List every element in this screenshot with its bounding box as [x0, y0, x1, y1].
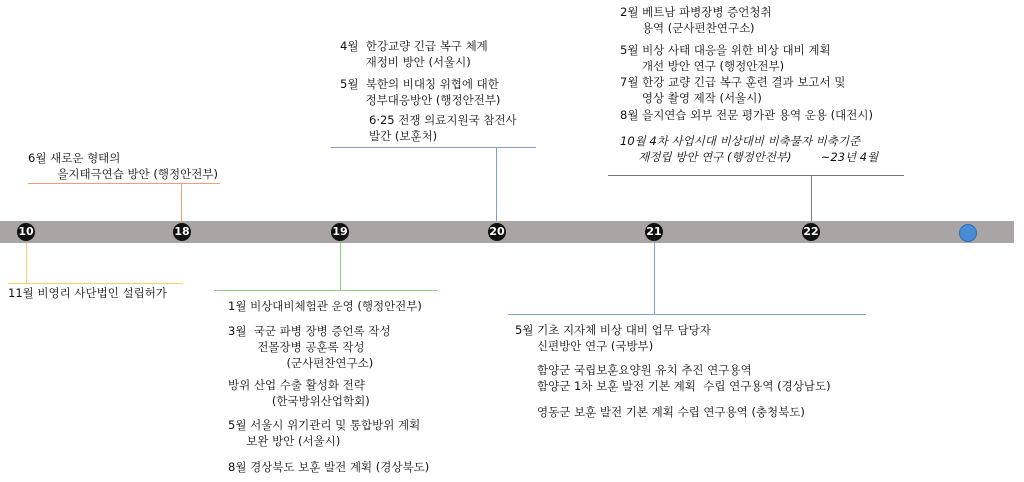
underline-10: [8, 283, 183, 284]
event-2020-1: 4월 한강교량 긴급 복구 체계 재정비 방안 (서울시): [340, 39, 488, 69]
event-2022-1: 2월 베트남 파병장병 증언청취 용역 (군사편찬연구소): [620, 5, 772, 35]
year-node-21: 21: [645, 223, 663, 241]
event-2022-4: 8월 을지연습 외부 전문 평가관 용역 운용 (대전시): [620, 108, 873, 122]
event-2010: 11월 비영리 사단법인 설립허가: [8, 286, 167, 300]
underline-20: [331, 147, 536, 148]
connector-20: [496, 147, 497, 221]
event-2019-2: 3월 국군 파병 장병 증언록 작성 전몰장병 공훈록 작성 (군사편찬연구소): [228, 324, 391, 370]
year-node-10: 10: [17, 223, 35, 241]
connector-21: [654, 243, 655, 314]
year-node-19: 19: [331, 223, 349, 241]
underline-18: [28, 183, 220, 184]
connector-10: [26, 243, 27, 283]
connector-19: [340, 243, 341, 290]
event-2019-5: 8월 경상북도 보훈 발전 계획 (경상북도): [228, 460, 430, 474]
timeline-bar: [0, 221, 1014, 243]
year-node-18: 18: [173, 223, 191, 241]
future-node: [959, 224, 977, 242]
event-2021-2: 함양군 국립보훈요양원 유치 추진 연구용역 함양군 1차 보훈 발전 기본 계획 수립 연구용역 (경상남도): [537, 363, 831, 393]
event-2020-2: 5월 북한의 비대칭 위협에 대한 정부대응방안 (행정안전부): [340, 77, 501, 107]
event-2021-1: 5월 기초 지자체 비상 대비 업무 담당자 신편방안 연구 (국방부): [515, 323, 711, 353]
event-2019-3: 방위 산업 수출 활성화 전략 (한국방위산업학회): [228, 378, 370, 408]
event-2022-5: 10월 4차 사업시대 비상대비 비축물자 비축기준 재정립 방안 연구 (행정안전부) ~23년 4월: [620, 134, 879, 164]
event-2022-2: 5월 비상 사태 대응을 위한 비상 대비 계획 개선 방안 연구 (행정안전부): [620, 43, 831, 73]
year-node-22: 22: [802, 223, 820, 241]
underline-19: [214, 290, 438, 291]
connector-18: [181, 183, 182, 221]
event-2020-3: 6·25 전쟁 의료지원국 참전사 발간 (보훈처): [369, 113, 517, 143]
event-2021-3: 영동군 보훈 발전 기본 계획 수립 연구용역 (충청북도): [537, 405, 805, 419]
connector-22: [811, 175, 812, 221]
event-2019-1: 1월 비상대비체험관 운영 (행정안전부): [228, 299, 422, 313]
year-node-20: 20: [488, 223, 506, 241]
event-2018: 6월 새로운 형태의 을지태극연습 방안 (행정안전부): [28, 151, 218, 181]
underline-22: [608, 175, 904, 176]
underline-21: [508, 314, 866, 315]
event-2022-3: 7월 한강 교량 긴급 복구 훈련 결과 보고서 및 영상 촬영 제작 (서울시): [620, 75, 846, 105]
event-2019-4: 5월 서울시 위기관리 및 통합방위 계획 보완 방안 (서울시): [228, 418, 421, 448]
